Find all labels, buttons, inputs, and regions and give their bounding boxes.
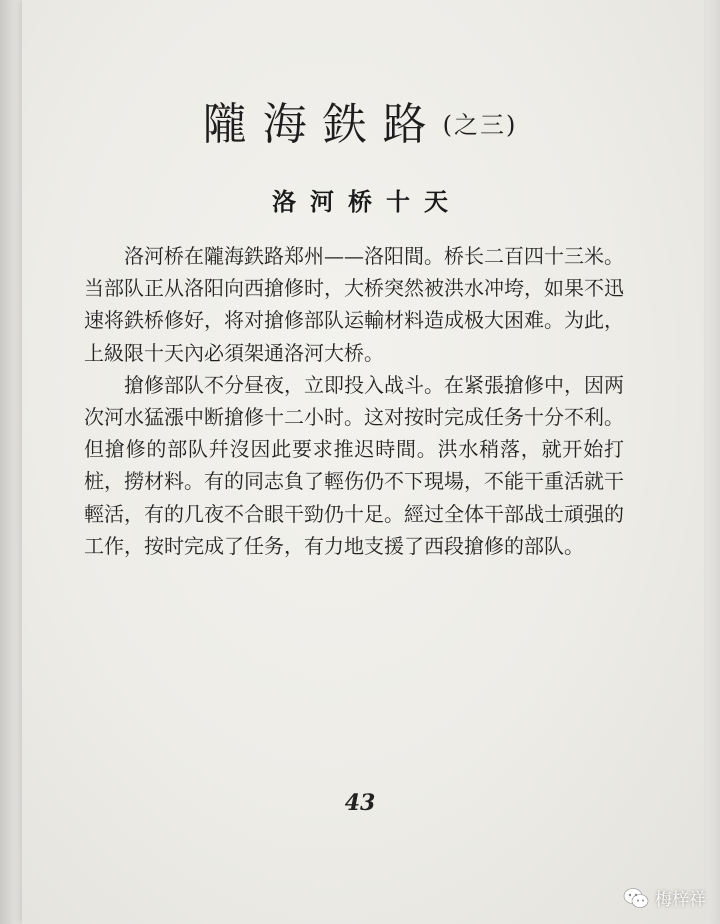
section-heading: 洛河桥十天 [272,188,462,216]
paragraph: 搶修部队不分昼夜，立即投入战斗。在紧張搶修中，因两次河水猛漲中断搶修十二小时。这对按时完成任务十分不利。但搶修的部队幷沒因此要求推迟時間。洪水稍落，就开始打桩，撈材料。有的同志負了輕伤仍不下現場，不能干重活就干輕活，有的几夜不合眼干勁仍十足。經过全体干部战士頑强的工作，按时完成了任务，有力地支援了西段搶修的部队。 [84,372,624,558]
chapter-title-text: 隴海鉄路 [202,99,443,150]
watermark-text: 梅梓祥 [655,890,706,910]
watermark [623,885,706,910]
page-number: 43 [344,790,376,816]
chapter-title [0,88,720,152]
paragraph: 洛河桥在隴海鉄路郑州——洛阳間。桥长二百四十三米。当部队正从洛阳向西搶修时，大桥突然被洪水冲垮，如果不迅速将鉄桥修好，将对搶修部队运輸材料造成极大困难。为此，上級限十天內必須架通洛河大桥。 [84,244,624,365]
wechat-icon [623,887,649,909]
chapter-title-suffix: (之三) [442,111,518,139]
body-text [84,240,624,562]
